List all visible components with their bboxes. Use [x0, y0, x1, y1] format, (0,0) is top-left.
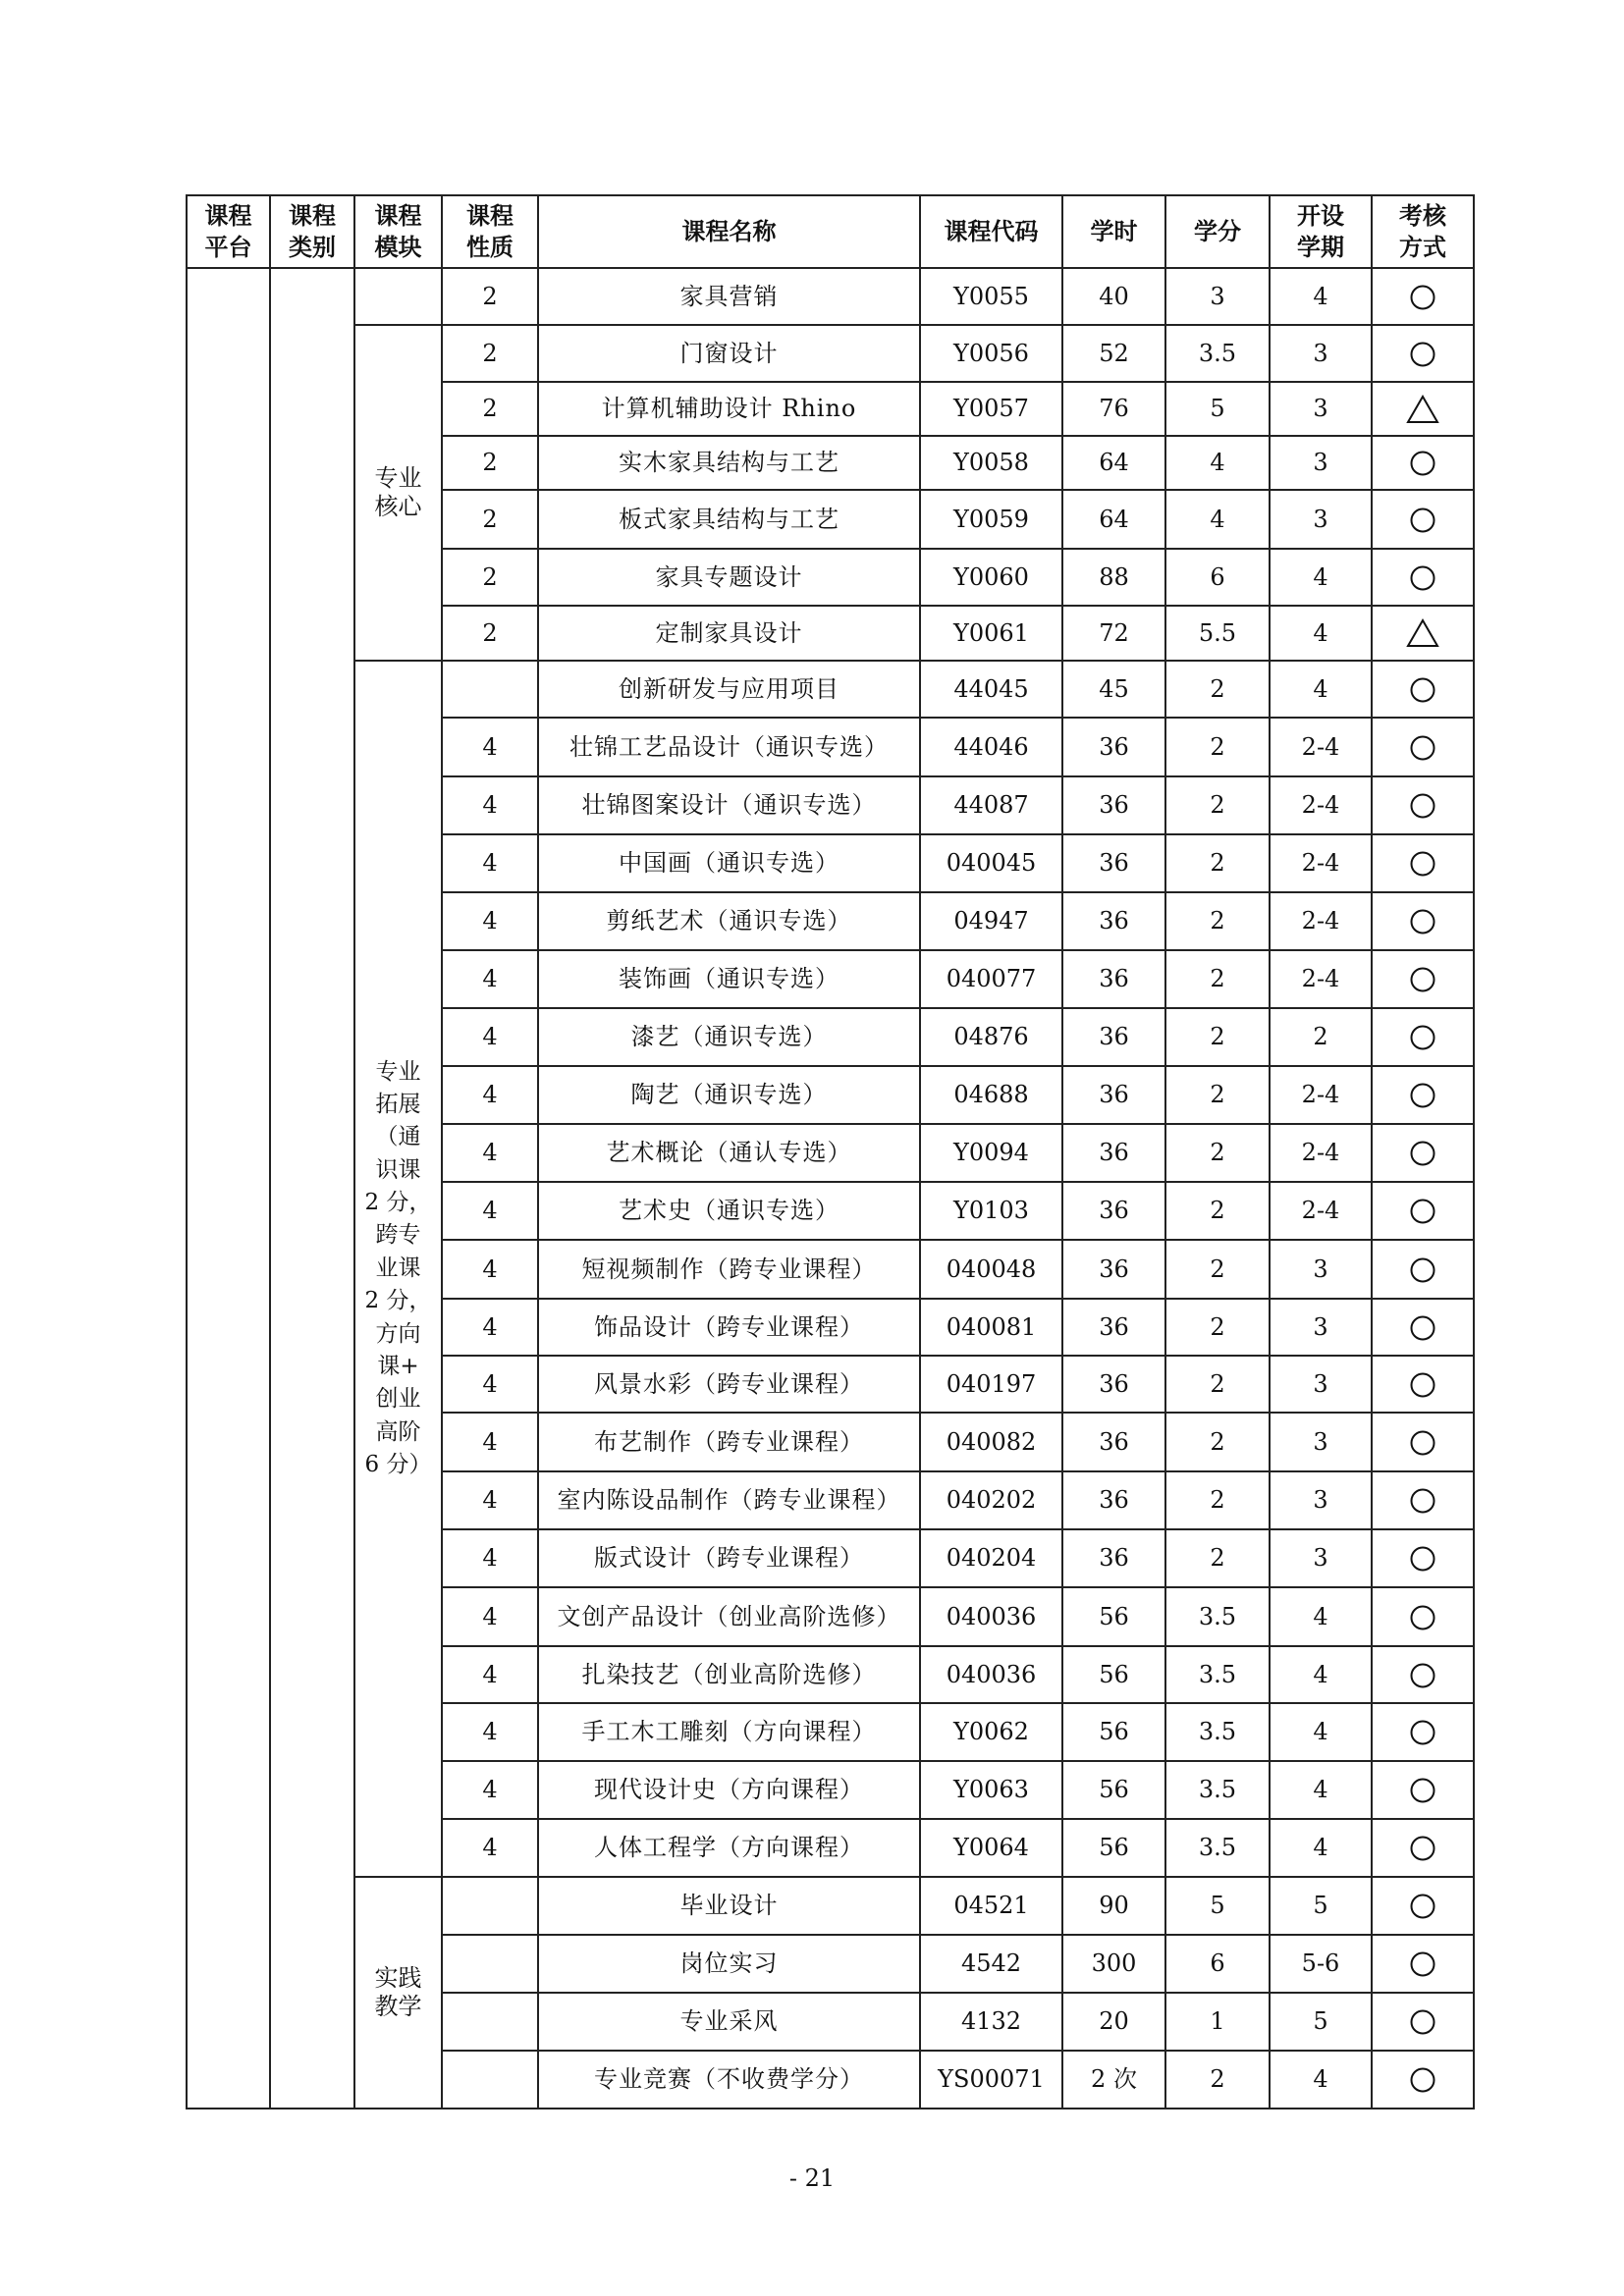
circle-mark-icon	[1409, 1314, 1436, 1342]
course-hours: 36	[1062, 776, 1165, 834]
course-hours: 36	[1062, 1529, 1165, 1587]
course-name: 室内陈设品制作（跨专业课程）	[538, 1471, 920, 1529]
assessment-cell	[1372, 718, 1474, 776]
circle-mark-icon	[1409, 1024, 1436, 1051]
assessment-cell	[1372, 1008, 1474, 1066]
course-semester: 2	[1270, 1008, 1372, 1066]
circle-mark-icon	[1409, 564, 1436, 592]
course-nature: 4	[442, 1646, 538, 1703]
course-nature: 2	[442, 268, 538, 325]
course-semester: 4	[1270, 1703, 1372, 1761]
course-credits: 5	[1165, 382, 1270, 436]
course-credits: 2	[1165, 718, 1270, 776]
course-credits: 2	[1165, 776, 1270, 834]
course-credits: 3	[1165, 268, 1270, 325]
circle-mark-icon	[1409, 734, 1436, 762]
circle-mark-icon	[1409, 1082, 1436, 1109]
course-hours: 2 次	[1062, 2051, 1165, 2109]
assessment-cell	[1372, 892, 1474, 950]
course-credits: 2	[1165, 1240, 1270, 1299]
course-nature: 2	[442, 436, 538, 490]
course-nature: 4	[442, 1529, 538, 1587]
course-credits: 3.5	[1165, 325, 1270, 382]
course-semester: 3	[1270, 490, 1372, 549]
course-semester: 2-4	[1270, 834, 1372, 892]
assessment-cell	[1372, 606, 1474, 661]
header-category: 课程 类别	[270, 195, 354, 268]
course-credits: 2	[1165, 1529, 1270, 1587]
circle-mark-icon	[1409, 2008, 1436, 2036]
course-nature: 2	[442, 325, 538, 382]
course-code: Y0103	[920, 1182, 1062, 1240]
course-semester: 2-4	[1270, 1182, 1372, 1240]
course-semester: 2-4	[1270, 776, 1372, 834]
course-code: Y0059	[920, 490, 1062, 549]
course-nature: 4	[442, 950, 538, 1008]
course-hours: 36	[1062, 1471, 1165, 1529]
circle-mark-icon	[1409, 1487, 1436, 1515]
course-name: 艺术概论（通认专选）	[538, 1124, 920, 1182]
course-name: 计算机辅助设计 Rhino	[538, 382, 920, 436]
course-semester: 2-4	[1270, 950, 1372, 1008]
course-nature: 4	[442, 1819, 538, 1877]
course-nature: 4	[442, 718, 538, 776]
circle-mark-icon	[1409, 1719, 1436, 1746]
course-code: 44087	[920, 776, 1062, 834]
course-credits: 6	[1165, 1935, 1270, 1993]
assessment-cell	[1372, 1413, 1474, 1471]
assessment-cell	[1372, 1066, 1474, 1124]
course-nature: 4	[442, 834, 538, 892]
course-credits: 3.5	[1165, 1703, 1270, 1761]
course-nature: 4	[442, 1299, 538, 1356]
assessment-cell	[1372, 1240, 1474, 1299]
course-credits: 5	[1165, 1877, 1270, 1935]
course-nature	[442, 1935, 538, 1993]
assessment-cell	[1372, 950, 1474, 1008]
circle-mark-icon	[1409, 507, 1436, 534]
course-code: 040048	[920, 1240, 1062, 1299]
course-name: 文创产品设计（创业高阶选修）	[538, 1587, 920, 1646]
course-semester: 4	[1270, 1819, 1372, 1877]
course-code: Y0057	[920, 382, 1062, 436]
course-name: 实木家具结构与工艺	[538, 436, 920, 490]
course-credits: 2	[1165, 1471, 1270, 1529]
header-name: 课程名称	[538, 195, 920, 268]
course-hours: 52	[1062, 325, 1165, 382]
course-nature	[442, 2051, 538, 2109]
course-semester: 3	[1270, 436, 1372, 490]
course-semester: 3	[1270, 1299, 1372, 1356]
course-credits: 4	[1165, 436, 1270, 490]
course-nature: 4	[442, 776, 538, 834]
course-name: 壮锦图案设计（通识专选）	[538, 776, 920, 834]
course-code: 040082	[920, 1413, 1062, 1471]
course-hours: 56	[1062, 1587, 1165, 1646]
course-hours: 76	[1062, 382, 1165, 436]
course-nature: 4	[442, 1182, 538, 1240]
course-semester: 5	[1270, 1877, 1372, 1935]
course-name: 装饰画（通识专选）	[538, 950, 920, 1008]
course-credits: 2	[1165, 1182, 1270, 1240]
page-number: - 21	[788, 2164, 836, 2192]
assessment-cell	[1372, 1993, 1474, 2051]
course-code: 040036	[920, 1587, 1062, 1646]
course-hours: 56	[1062, 1761, 1165, 1819]
course-name: 壮锦工艺品设计（通识专选）	[538, 718, 920, 776]
course-code: 040077	[920, 950, 1062, 1008]
assessment-cell	[1372, 1935, 1474, 1993]
course-semester: 4	[1270, 1646, 1372, 1703]
course-credits: 4	[1165, 490, 1270, 549]
course-hours: 90	[1062, 1877, 1165, 1935]
assessment-cell	[1372, 1761, 1474, 1819]
assessment-cell	[1372, 1587, 1474, 1646]
course-name: 门窗设计	[538, 325, 920, 382]
course-name: 手工木工雕刻（方向课程）	[538, 1703, 920, 1761]
module-empty-cell	[354, 268, 442, 325]
course-semester: 2-4	[1270, 718, 1372, 776]
circle-mark-icon	[1409, 1835, 1436, 1862]
course-credits: 2	[1165, 892, 1270, 950]
circle-mark-icon	[1409, 1545, 1436, 1573]
course-nature: 4	[442, 1356, 538, 1413]
course-hours: 36	[1062, 1124, 1165, 1182]
course-nature: 4	[442, 1471, 538, 1529]
course-code: 040045	[920, 834, 1062, 892]
course-credits: 2	[1165, 834, 1270, 892]
assessment-cell	[1372, 1471, 1474, 1529]
course-code: 04521	[920, 1877, 1062, 1935]
course-name: 岗位实习	[538, 1935, 920, 1993]
assessment-cell	[1372, 1529, 1474, 1587]
circle-mark-icon	[1409, 1140, 1436, 1167]
table-row	[187, 325, 1474, 382]
course-nature: 2	[442, 606, 538, 661]
course-hours: 36	[1062, 1240, 1165, 1299]
module-practice: 实践 教学	[354, 1877, 442, 2109]
course-nature: 4	[442, 1008, 538, 1066]
course-name: 艺术史（通识专选）	[538, 1182, 920, 1240]
course-code: Y0058	[920, 436, 1062, 490]
course-name: 专业竞赛（不收费学分）	[538, 2051, 920, 2109]
circle-mark-icon	[1409, 1777, 1436, 1804]
course-hours: 64	[1062, 490, 1165, 549]
course-nature: 4	[442, 892, 538, 950]
course-code: 4542	[920, 1935, 1062, 1993]
course-name: 现代设计史（方向课程）	[538, 1761, 920, 1819]
course-code: Y0061	[920, 606, 1062, 661]
course-semester: 3	[1270, 325, 1372, 382]
course-code: Y0063	[920, 1761, 1062, 1819]
table-row	[187, 1877, 1474, 1935]
course-semester: 3	[1270, 382, 1372, 436]
header-row	[187, 195, 1474, 268]
header-assessment: 考核 方式	[1372, 195, 1474, 268]
assessment-cell	[1372, 1646, 1474, 1703]
header-nature: 课程 性质	[442, 195, 538, 268]
course-code: 04688	[920, 1066, 1062, 1124]
course-nature: 2	[442, 549, 538, 606]
header-credits: 学分	[1165, 195, 1270, 268]
course-name: 漆艺（通识专选）	[538, 1008, 920, 1066]
assessment-cell	[1372, 325, 1474, 382]
table-row	[187, 268, 1474, 325]
course-nature: 4	[442, 1761, 538, 1819]
course-hours: 56	[1062, 1703, 1165, 1761]
course-nature: 4	[442, 1413, 538, 1471]
course-code: Y0056	[920, 325, 1062, 382]
circle-mark-icon	[1409, 1893, 1436, 1920]
course-nature: 4	[442, 1124, 538, 1182]
course-semester: 4	[1270, 1587, 1372, 1646]
course-credits: 3.5	[1165, 1587, 1270, 1646]
course-code: 44046	[920, 718, 1062, 776]
course-credits: 6	[1165, 549, 1270, 606]
assessment-cell	[1372, 382, 1474, 436]
course-code: Y0062	[920, 1703, 1062, 1761]
course-hours: 36	[1062, 1066, 1165, 1124]
course-name: 扎染技艺（创业高阶选修）	[538, 1646, 920, 1703]
course-semester: 4	[1270, 549, 1372, 606]
course-name: 陶艺（通识专选）	[538, 1066, 920, 1124]
course-semester: 2-4	[1270, 892, 1372, 950]
course-name: 风景水彩（跨专业课程）	[538, 1356, 920, 1413]
circle-mark-icon	[1409, 2066, 1436, 2094]
course-code: 44045	[920, 661, 1062, 718]
assessment-cell	[1372, 2051, 1474, 2109]
category-cell	[270, 268, 354, 2109]
assessment-cell	[1372, 1877, 1474, 1935]
assessment-cell	[1372, 436, 1474, 490]
course-credits: 3.5	[1165, 1646, 1270, 1703]
course-credits: 3.5	[1165, 1761, 1270, 1819]
assessment-cell	[1372, 1356, 1474, 1413]
table-body	[187, 268, 1474, 2109]
course-credits: 2	[1165, 1356, 1270, 1413]
course-semester: 4	[1270, 606, 1372, 661]
course-semester: 5	[1270, 1993, 1372, 2051]
course-credits: 5.5	[1165, 606, 1270, 661]
course-credits: 2	[1165, 1066, 1270, 1124]
assessment-cell	[1372, 1124, 1474, 1182]
module-extension: 专业 拓展 （通 识课 2 分， 跨专 业课 2 分， 方向 课+ 创业 高阶 6 分）	[354, 661, 442, 1877]
course-code: Y0060	[920, 549, 1062, 606]
course-semester: 3	[1270, 1240, 1372, 1299]
course-code: 04947	[920, 892, 1062, 950]
course-hours: 36	[1062, 1182, 1165, 1240]
course-code: YS00071	[920, 2051, 1062, 2109]
course-semester: 4	[1270, 2051, 1372, 2109]
course-nature	[442, 661, 538, 718]
course-credits: 1	[1165, 1993, 1270, 2051]
course-semester: 5-6	[1270, 1935, 1372, 1993]
course-code: Y0055	[920, 268, 1062, 325]
circle-mark-icon	[1409, 1371, 1436, 1399]
triangle-mark-icon	[1406, 395, 1439, 424]
course-code: Y0094	[920, 1124, 1062, 1182]
course-code: 04876	[920, 1008, 1062, 1066]
assessment-cell	[1372, 776, 1474, 834]
course-semester: 3	[1270, 1356, 1372, 1413]
course-name: 家具营销	[538, 268, 920, 325]
course-nature	[442, 1993, 538, 2051]
course-semester: 3	[1270, 1471, 1372, 1529]
assessment-cell	[1372, 549, 1474, 606]
course-credits: 2	[1165, 661, 1270, 718]
circle-mark-icon	[1409, 676, 1436, 704]
assessment-cell	[1372, 661, 1474, 718]
course-nature: 4	[442, 1066, 538, 1124]
assessment-cell	[1372, 834, 1474, 892]
course-hours: 40	[1062, 268, 1165, 325]
course-semester: 2-4	[1270, 1124, 1372, 1182]
course-name: 饰品设计（跨专业课程）	[538, 1299, 920, 1356]
course-credits: 2	[1165, 1124, 1270, 1182]
header-platform: 课程 平台	[187, 195, 270, 268]
circle-mark-icon	[1409, 284, 1436, 311]
course-semester: 4	[1270, 268, 1372, 325]
course-hours: 56	[1062, 1646, 1165, 1703]
course-name: 板式家具结构与工艺	[538, 490, 920, 549]
course-hours: 36	[1062, 1299, 1165, 1356]
course-nature: 2	[442, 490, 538, 549]
course-name: 家具专题设计	[538, 549, 920, 606]
course-code: Y0064	[920, 1819, 1062, 1877]
circle-mark-icon	[1409, 341, 1436, 368]
course-semester: 3	[1270, 1413, 1372, 1471]
assessment-cell	[1372, 490, 1474, 549]
course-name: 人体工程学（方向课程）	[538, 1819, 920, 1877]
course-credits: 3.5	[1165, 1819, 1270, 1877]
course-hours: 36	[1062, 950, 1165, 1008]
course-hours: 88	[1062, 549, 1165, 606]
course-credits: 2	[1165, 1413, 1270, 1471]
course-code: 040204	[920, 1529, 1062, 1587]
assessment-cell	[1372, 1819, 1474, 1877]
course-code: 040197	[920, 1356, 1062, 1413]
circle-mark-icon	[1409, 450, 1436, 477]
course-code: 040081	[920, 1299, 1062, 1356]
circle-mark-icon	[1409, 966, 1436, 993]
course-nature: 2	[442, 382, 538, 436]
course-name: 定制家具设计	[538, 606, 920, 661]
course-table	[186, 194, 1475, 2109]
course-nature: 4	[442, 1240, 538, 1299]
circle-mark-icon	[1409, 792, 1436, 820]
circle-mark-icon	[1409, 850, 1436, 878]
course-hours: 56	[1062, 1819, 1165, 1877]
course-semester: 4	[1270, 661, 1372, 718]
course-hours: 36	[1062, 892, 1165, 950]
course-credits: 2	[1165, 950, 1270, 1008]
course-hours: 72	[1062, 606, 1165, 661]
course-name: 布艺制作（跨专业课程）	[538, 1413, 920, 1471]
course-name: 版式设计（跨专业课程）	[538, 1529, 920, 1587]
course-name: 专业采风	[538, 1993, 920, 2051]
circle-mark-icon	[1409, 1950, 1436, 1978]
assessment-cell	[1372, 1182, 1474, 1240]
course-hours: 36	[1062, 1356, 1165, 1413]
course-name: 创新研发与应用项目	[538, 661, 920, 718]
assessment-cell	[1372, 268, 1474, 325]
assessment-cell	[1372, 1299, 1474, 1356]
course-nature: 4	[442, 1703, 538, 1761]
course-hours: 36	[1062, 1413, 1165, 1471]
course-name: 中国画（通识专选）	[538, 834, 920, 892]
course-credits: 2	[1165, 1299, 1270, 1356]
course-credits: 2	[1165, 2051, 1270, 2109]
circle-mark-icon	[1409, 908, 1436, 935]
course-hours: 300	[1062, 1935, 1165, 1993]
circle-mark-icon	[1409, 1429, 1436, 1457]
course-name: 毕业设计	[538, 1877, 920, 1935]
course-semester: 2-4	[1270, 1066, 1372, 1124]
circle-mark-icon	[1409, 1604, 1436, 1631]
header-hours: 学时	[1062, 195, 1165, 268]
course-nature: 4	[442, 1587, 538, 1646]
table-row	[187, 661, 1474, 718]
assessment-cell	[1372, 1703, 1474, 1761]
course-hours: 36	[1062, 1008, 1165, 1066]
circle-mark-icon	[1409, 1662, 1436, 1689]
course-code: 040202	[920, 1471, 1062, 1529]
course-hours: 36	[1062, 834, 1165, 892]
triangle-mark-icon	[1406, 618, 1439, 648]
platform-cell	[187, 268, 270, 2109]
module-core: 专业 核心	[354, 325, 442, 661]
course-hours: 20	[1062, 1993, 1165, 2051]
header-module: 课程 模块	[354, 195, 442, 268]
course-code: 4132	[920, 1993, 1062, 2051]
course-credits: 2	[1165, 1008, 1270, 1066]
header-code: 课程代码	[920, 195, 1062, 268]
course-hours: 36	[1062, 718, 1165, 776]
circle-mark-icon	[1409, 1198, 1436, 1225]
course-hours: 64	[1062, 436, 1165, 490]
circle-mark-icon	[1409, 1256, 1436, 1284]
course-name: 剪纸艺术（通识专选）	[538, 892, 920, 950]
course-name: 短视频制作（跨专业课程）	[538, 1240, 920, 1299]
course-semester: 4	[1270, 1761, 1372, 1819]
header-semester: 开设 学期	[1270, 195, 1372, 268]
course-semester: 3	[1270, 1529, 1372, 1587]
course-hours: 45	[1062, 661, 1165, 718]
course-nature	[442, 1877, 538, 1935]
course-code: 040036	[920, 1646, 1062, 1703]
